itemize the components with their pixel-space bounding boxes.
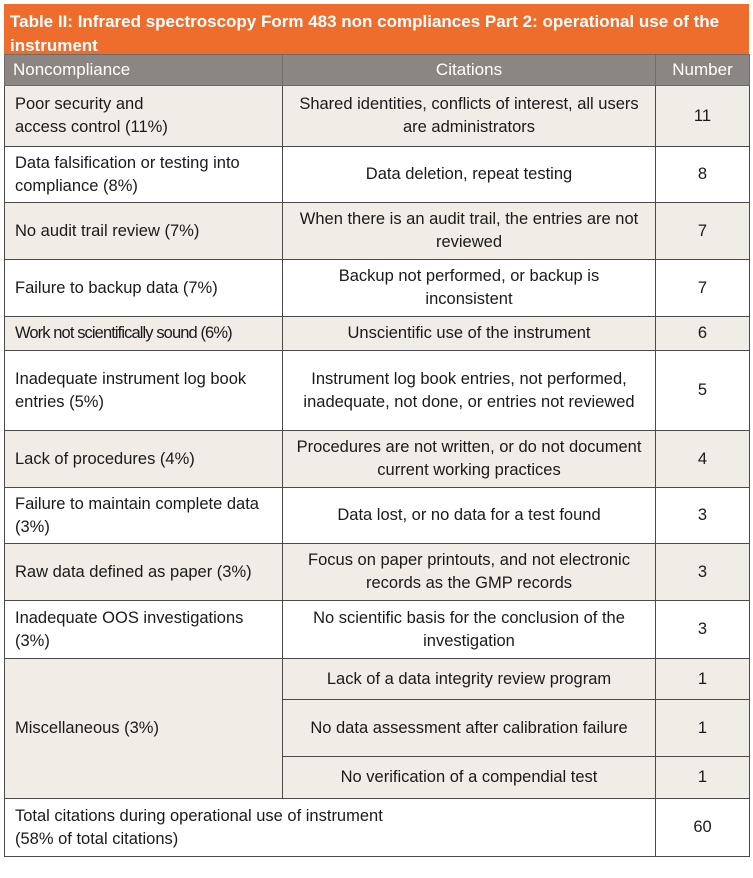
noncompliance-table (4, 54, 750, 857)
noncompliance-cell: No audit trail review (7%) (5, 203, 283, 260)
citations-cell: Procedures are not written, or do not document current working practices (283, 431, 656, 488)
noncompliance-cell: Raw data defined as paper (3%) (5, 544, 283, 601)
noncompliance-cell: Inadequate instrument log book entries (5%) (5, 351, 283, 431)
noncompliance-cell: Failure to backup data (7%) (5, 260, 283, 317)
table-row (5, 431, 750, 488)
citations-cell: Instrument log book entries, not performed, inadequate, not done, or entries not reviewed (283, 351, 656, 431)
number-cell: 8 (656, 147, 750, 203)
noncompliance-cell: Data falsification or testing into compliance (8%) (5, 147, 283, 203)
total-row (5, 799, 750, 857)
noncompliance-cell: Lack of procedures (4%) (5, 431, 283, 488)
citations-cell: No data assessment after calibration failure (283, 700, 656, 757)
table-title: Table II: Infrared spectroscopy Form 483 non compliances Part 2: operational use of the instrument (4, 4, 749, 54)
number-cell: 1 (656, 757, 750, 799)
number-cell: 1 (656, 700, 750, 757)
number-cell: 1 (656, 659, 750, 700)
citations-cell: Unscientific use of the instrument (283, 317, 656, 351)
total-label: Total citations during operational use of instrument (58% of total citations) (5, 799, 656, 857)
citations-cell: When there is an audit trail, the entries are not reviewed (283, 203, 656, 260)
citations-cell: No scientific basis for the conclusion of the investigation (283, 601, 656, 659)
noncompliance-cell: Inadequate OOS investigations (3%) (5, 601, 283, 659)
table-row (5, 659, 750, 700)
number-cell: 7 (656, 203, 750, 260)
noncompliance-cell: Miscellaneous (3%) (5, 659, 283, 799)
number-cell: 4 (656, 431, 750, 488)
number-cell: 7 (656, 260, 750, 317)
noncompliance-cell: Failure to maintain complete data (3%) (5, 488, 283, 544)
header-row (5, 55, 750, 86)
number-cell: 3 (656, 488, 750, 544)
header-number: Number (656, 55, 750, 86)
total-number: 60 (656, 799, 750, 857)
header-citations: Citations (283, 55, 656, 86)
number-cell: 6 (656, 317, 750, 351)
table-row (5, 317, 750, 351)
number-cell: 3 (656, 601, 750, 659)
table-row (5, 488, 750, 544)
citations-cell: Data lost, or no data for a test found (283, 488, 656, 544)
citations-cell: Focus on paper printouts, and not electronic records as the GMP records (283, 544, 656, 601)
header-noncompliance: Noncompliance (5, 55, 283, 86)
citations-cell: Data deletion, repeat testing (283, 147, 656, 203)
number-cell: 3 (656, 544, 750, 601)
citations-cell: Lack of a data integrity review program (283, 659, 656, 700)
citations-cell: No verification of a compendial test (283, 757, 656, 799)
table-row (5, 86, 750, 147)
number-cell: 5 (656, 351, 750, 431)
table-row (5, 147, 750, 203)
noncompliance-cell: Work not scientifically sound (6%) (5, 317, 283, 351)
table-row (5, 203, 750, 260)
citations-cell: Shared identities, conflicts of interest, all users are administrators (283, 86, 656, 147)
citations-cell: Backup not performed, or backup is inconsistent (283, 260, 656, 317)
table-container (4, 4, 749, 857)
table-row (5, 351, 750, 431)
number-cell: 11 (656, 86, 750, 147)
table-row (5, 260, 750, 317)
table-row (5, 601, 750, 659)
table-row (5, 544, 750, 601)
noncompliance-cell: Poor security and access control (11%) (5, 86, 283, 147)
